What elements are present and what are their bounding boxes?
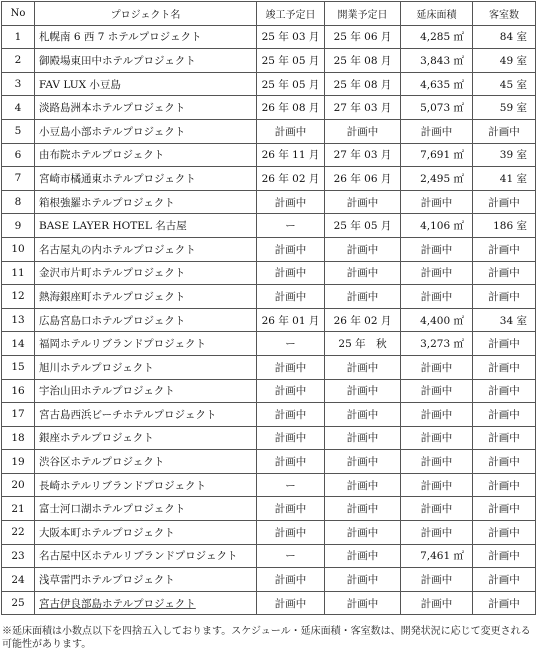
- cell-floor-area: 5,073 ㎡: [401, 96, 473, 120]
- cell-project-name: [35, 285, 257, 309]
- cell-opening-date: 計画中: [325, 237, 401, 261]
- cell-no: 9: [2, 214, 35, 238]
- cell-project-name: [35, 332, 257, 356]
- project-name-text: 銀座ホテルプロジェクト: [39, 432, 154, 445]
- project-name-text: 淡路島洲本ホテルプロジェクト: [39, 102, 186, 115]
- cell-floor-area: 計画中: [401, 237, 473, 261]
- cell-no: 15: [2, 355, 35, 379]
- project-name-text: 名古屋中区ホテルリブランドプロジェクト: [39, 550, 238, 563]
- cell-opening-date: 計画中: [325, 261, 401, 285]
- table-row: [2, 544, 536, 568]
- cell-project-name: [35, 237, 257, 261]
- header-room-count: 客室数: [473, 2, 536, 26]
- cell-no: 23: [2, 544, 35, 568]
- cell-project-name: [35, 450, 257, 474]
- project-name-text: 宮崎市橘通東ホテルプロジェクト: [39, 172, 196, 185]
- cell-completion-date: 計画中: [257, 568, 325, 592]
- cell-completion-date: 計画中: [257, 591, 325, 615]
- project-name-text: 長崎ホテルリブランドプロジェクト: [39, 479, 206, 492]
- cell-opening-date: 計画中: [325, 497, 401, 521]
- cell-no: 24: [2, 568, 35, 592]
- cell-project-name: [35, 190, 257, 214]
- project-name-text: 御殿場東田中ホテルプロジェクト: [39, 54, 196, 67]
- cell-floor-area: 計画中: [401, 355, 473, 379]
- cell-opening-date: 計画中: [325, 190, 401, 214]
- cell-no: 5: [2, 119, 35, 143]
- cell-project-name: [35, 214, 257, 238]
- cell-room-count: 計画中: [473, 237, 536, 261]
- cell-completion-date: 計画中: [257, 190, 325, 214]
- cell-opening-date: 計画中: [325, 473, 401, 497]
- cell-floor-area: 4,106 ㎡: [401, 214, 473, 238]
- project-name-text: 箱根強羅ホテルプロジェクト: [39, 196, 175, 209]
- cell-no: 8: [2, 190, 35, 214]
- project-name-text: 熱海銀座町ホテルプロジェクト: [39, 290, 186, 303]
- cell-opening-date: 計画中: [325, 119, 401, 143]
- cell-no: 18: [2, 426, 35, 450]
- cell-room-count: 計画中: [473, 355, 536, 379]
- cell-project-name: [35, 119, 257, 143]
- table-row: [2, 379, 536, 403]
- cell-no: 19: [2, 450, 35, 474]
- project-name-text: 札幌南 6 西 7 ホテルプロジェクト: [39, 31, 202, 44]
- cell-floor-area: 計画中: [401, 568, 473, 592]
- cell-completion-date: 計画中: [257, 119, 325, 143]
- table-row: [2, 143, 536, 167]
- table-row: [2, 72, 536, 96]
- cell-project-name: [35, 568, 257, 592]
- cell-completion-date: 26 年 01 月: [257, 308, 325, 332]
- cell-no: 17: [2, 403, 35, 427]
- cell-no: 22: [2, 521, 35, 545]
- cell-room-count: 計画中: [473, 473, 536, 497]
- cell-completion-date: 26 年 11 月: [257, 143, 325, 167]
- cell-completion-date: 26 年 08 月: [257, 96, 325, 120]
- cell-floor-area: 計画中: [401, 426, 473, 450]
- cell-opening-date: 計画中: [325, 568, 401, 592]
- table-row: [2, 119, 536, 143]
- cell-opening-date: 計画中: [325, 355, 401, 379]
- table-row: [2, 403, 536, 427]
- cell-completion-date: 計画中: [257, 497, 325, 521]
- header-no: No: [2, 2, 35, 26]
- project-name-text: 宮古伊良部島ホテルプロジェクト: [39, 597, 196, 610]
- cell-floor-area: 計画中: [401, 403, 473, 427]
- cell-floor-area: 計画中: [401, 285, 473, 309]
- cell-room-count: 計画中: [473, 261, 536, 285]
- cell-completion-date: ー: [257, 214, 325, 238]
- cell-no: 20: [2, 473, 35, 497]
- cell-project-name: [35, 72, 257, 96]
- cell-project-name: [35, 544, 257, 568]
- cell-no: 14: [2, 332, 35, 356]
- header-floor-area: 延床面積: [401, 2, 473, 26]
- cell-project-name: [35, 403, 257, 427]
- cell-completion-date: 計画中: [257, 285, 325, 309]
- cell-floor-area: 計画中: [401, 497, 473, 521]
- cell-completion-date: 計画中: [257, 521, 325, 545]
- cell-completion-date: ー: [257, 473, 325, 497]
- table-row: [2, 521, 536, 545]
- cell-floor-area: 計画中: [401, 190, 473, 214]
- cell-floor-area: 7,691 ㎡: [401, 143, 473, 167]
- table-row: [2, 591, 536, 615]
- cell-floor-area: 3,273 ㎡: [401, 332, 473, 356]
- hotel-project-table: [1, 1, 536, 615]
- cell-completion-date: ー: [257, 544, 325, 568]
- cell-completion-date: 計画中: [257, 450, 325, 474]
- cell-opening-date: 計画中: [325, 426, 401, 450]
- table-row: [2, 96, 536, 120]
- cell-room-count: 186 室: [473, 214, 536, 238]
- cell-no: 3: [2, 72, 35, 96]
- cell-opening-date: 25 年 08 月: [325, 49, 401, 73]
- project-name-text: 宮古島西浜ビーチホテルプロジェクト: [39, 408, 217, 421]
- cell-floor-area: 4,635 ㎡: [401, 72, 473, 96]
- cell-no: 16: [2, 379, 35, 403]
- cell-floor-area: 計画中: [401, 119, 473, 143]
- cell-room-count: 計画中: [473, 544, 536, 568]
- project-name-text: 富士河口湖ホテルプロジェクト: [39, 503, 186, 516]
- table-row: [2, 261, 536, 285]
- cell-opening-date: 25 年 08 月: [325, 72, 401, 96]
- cell-no: 10: [2, 237, 35, 261]
- cell-floor-area: 計画中: [401, 591, 473, 615]
- cell-no: 13: [2, 308, 35, 332]
- cell-room-count: 84 室: [473, 25, 536, 49]
- table-row: [2, 355, 536, 379]
- footnote: ※延床面積は小数点以下を四捨五入しております。スケジュール・延床面積・客室数は、開発状況に応じて変更される可能性があります。: [2, 626, 531, 650]
- cell-room-count: 59 室: [473, 96, 536, 120]
- cell-opening-date: 計画中: [325, 285, 401, 309]
- cell-room-count: 計画中: [473, 497, 536, 521]
- cell-room-count: 41 室: [473, 167, 536, 191]
- cell-no: 6: [2, 143, 35, 167]
- cell-room-count: 計画中: [473, 190, 536, 214]
- cell-no: 2: [2, 49, 35, 73]
- cell-completion-date: 25 年 05 月: [257, 72, 325, 96]
- table-header-row: [2, 2, 536, 26]
- table-row: [2, 190, 536, 214]
- cell-no: 11: [2, 261, 35, 285]
- table-row: [2, 49, 536, 73]
- cell-room-count: 45 室: [473, 72, 536, 96]
- project-name-text: FAV LUX 小豆島: [39, 78, 121, 91]
- cell-floor-area: 計画中: [401, 379, 473, 403]
- project-name-text: 金沢市片町ホテルプロジェクト: [39, 267, 186, 280]
- cell-room-count: 34 室: [473, 308, 536, 332]
- cell-floor-area: 計画中: [401, 450, 473, 474]
- cell-project-name: [35, 379, 257, 403]
- table-row: [2, 568, 536, 592]
- cell-project-name: [35, 521, 257, 545]
- cell-project-name: [35, 49, 257, 73]
- cell-completion-date: 計画中: [257, 261, 325, 285]
- cell-opening-date: 計画中: [325, 450, 401, 474]
- cell-room-count: 39 室: [473, 143, 536, 167]
- project-name-text: 名古屋丸の内ホテルプロジェクト: [39, 243, 196, 256]
- cell-no: 7: [2, 167, 35, 191]
- cell-opening-date: 26 年 06 月: [325, 167, 401, 191]
- cell-no: 12: [2, 285, 35, 309]
- cell-opening-date: 26 年 02 月: [325, 308, 401, 332]
- project-name-text: 広島宮島口ホテルプロジェクト: [39, 314, 186, 327]
- cell-room-count: 計画中: [473, 568, 536, 592]
- cell-project-name: [35, 261, 257, 285]
- project-name-text: 渋谷区ホテルプロジェクト: [39, 456, 165, 469]
- project-name-text: 大阪本町ホテルプロジェクト: [39, 526, 175, 539]
- cell-floor-area: 計画中: [401, 473, 473, 497]
- table-row: [2, 450, 536, 474]
- cell-room-count: 計画中: [473, 591, 536, 615]
- cell-project-name: [35, 167, 257, 191]
- cell-completion-date: 計画中: [257, 379, 325, 403]
- cell-room-count: 計画中: [473, 521, 536, 545]
- cell-no: 1: [2, 25, 35, 49]
- cell-floor-area: 4,400 ㎡: [401, 308, 473, 332]
- project-name-text: 旭川ホテルプロジェクト: [39, 361, 154, 374]
- cell-completion-date: ー: [257, 332, 325, 356]
- cell-completion-date: 25 年 03 月: [257, 25, 325, 49]
- cell-room-count: 計画中: [473, 285, 536, 309]
- cell-project-name: [35, 497, 257, 521]
- cell-floor-area: 計画中: [401, 521, 473, 545]
- cell-project-name: [35, 308, 257, 332]
- cell-opening-date: 25 年 06 月: [325, 25, 401, 49]
- cell-room-count: 計画中: [473, 403, 536, 427]
- project-name-text: 小豆島小部ホテルプロジェクト: [39, 125, 186, 138]
- cell-no: 25: [2, 591, 35, 615]
- project-name-text: 福岡ホテルリブランドプロジェクト: [39, 338, 206, 351]
- project-name-text: 由布院ホテルプロジェクト: [39, 149, 165, 162]
- cell-floor-area: 2,495 ㎡: [401, 167, 473, 191]
- cell-project-name: [35, 25, 257, 49]
- cell-room-count: 計画中: [473, 426, 536, 450]
- table-row: [2, 25, 536, 49]
- cell-opening-date: 計画中: [325, 591, 401, 615]
- table-row: [2, 497, 536, 521]
- cell-project-name: [35, 591, 257, 615]
- table-row: [2, 167, 536, 191]
- cell-opening-date: 25 年 05 月: [325, 214, 401, 238]
- cell-project-name: [35, 473, 257, 497]
- cell-project-name: [35, 426, 257, 450]
- cell-completion-date: 25 年 05 月: [257, 49, 325, 73]
- cell-no: 21: [2, 497, 35, 521]
- cell-project-name: [35, 143, 257, 167]
- cell-project-name: [35, 96, 257, 120]
- cell-opening-date: 計画中: [325, 379, 401, 403]
- cell-floor-area: 3,843 ㎡: [401, 49, 473, 73]
- cell-completion-date: 26 年 02 月: [257, 167, 325, 191]
- cell-opening-date: 25 年 秋: [325, 332, 401, 356]
- cell-floor-area: 4,285 ㎡: [401, 25, 473, 49]
- table-row: [2, 473, 536, 497]
- table-row: [2, 237, 536, 261]
- cell-opening-date: 計画中: [325, 403, 401, 427]
- cell-room-count: 計画中: [473, 450, 536, 474]
- cell-opening-date: 計画中: [325, 521, 401, 545]
- cell-opening-date: 27 年 03 月: [325, 96, 401, 120]
- project-name-text: 浅草雷門ホテルプロジェクト: [39, 574, 175, 587]
- cell-opening-date: 計画中: [325, 544, 401, 568]
- cell-completion-date: 計画中: [257, 237, 325, 261]
- cell-floor-area: 7,461 ㎡: [401, 544, 473, 568]
- table-row: [2, 308, 536, 332]
- cell-completion-date: 計画中: [257, 355, 325, 379]
- cell-room-count: 49 室: [473, 49, 536, 73]
- header-project-name: プロジェクト名: [35, 2, 257, 26]
- cell-completion-date: 計画中: [257, 403, 325, 427]
- project-name-text: BASE LAYER HOTEL 名古屋: [39, 220, 187, 233]
- table-row: [2, 285, 536, 309]
- table-body: [2, 25, 536, 615]
- table-row: [2, 332, 536, 356]
- project-name-text: 宇治山田ホテルプロジェクト: [39, 385, 175, 398]
- table-row: [2, 214, 536, 238]
- header-completion-date: 竣工予定日: [257, 2, 325, 26]
- table-row: [2, 426, 536, 450]
- cell-room-count: 計画中: [473, 332, 536, 356]
- cell-opening-date: 27 年 03 月: [325, 143, 401, 167]
- cell-completion-date: 計画中: [257, 426, 325, 450]
- cell-project-name: [35, 355, 257, 379]
- cell-room-count: 計画中: [473, 379, 536, 403]
- cell-floor-area: 計画中: [401, 261, 473, 285]
- cell-no: 4: [2, 96, 35, 120]
- cell-room-count: 計画中: [473, 119, 536, 143]
- header-opening-date: 開業予定日: [325, 2, 401, 26]
